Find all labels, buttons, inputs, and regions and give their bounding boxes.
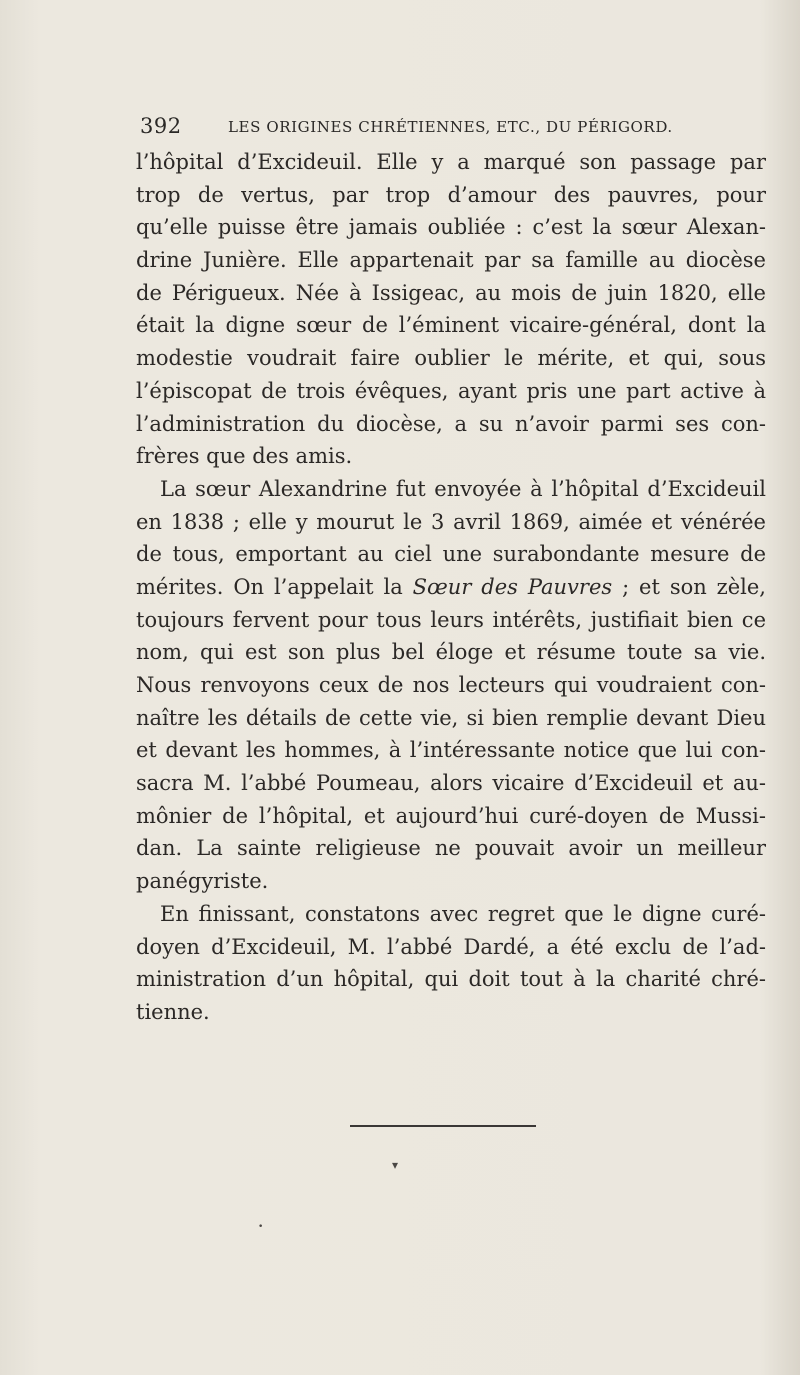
text-line: qu’elle puisse être jamais oubliée : c’est la sœur Alexan- bbox=[136, 215, 766, 240]
text-line: et devant les hommes, à l’intéressante notice que lui con- bbox=[136, 738, 766, 763]
page-number: 392 bbox=[140, 114, 182, 138]
text-line: doyen d’Excideuil, M. l’abbé Dardé, a été exclu de l’ad- bbox=[136, 934, 766, 959]
text-line: drine Junière. Elle appartenait par sa famille au diocèse bbox=[136, 248, 766, 273]
page-header bbox=[140, 114, 700, 142]
text-line: en 1838 ; elle y mourut le 3 avril 1869, aimée et vénérée bbox=[136, 509, 766, 534]
text-line: toujours fervent pour tous leurs intérêts, justifiait bien ce bbox=[136, 607, 766, 632]
text-line: trop de vertus, par trop d’amour des pauvres, pour bbox=[136, 182, 766, 207]
text-line: naître les détails de cette vie, si bien remplie devant Dieu bbox=[136, 705, 766, 730]
text-line: de Périgueux. Née à Issigeac, au mois de juin 1820, elle bbox=[136, 280, 766, 305]
text-line: de tous, emportant au ciel une surabondante mesure de bbox=[136, 542, 766, 567]
text-line: l’épiscopat de trois évêques, ayant pris une part active à bbox=[136, 378, 766, 403]
text-line: Nous renvoyons ceux de nos lecteurs qui voudraient con- bbox=[136, 673, 766, 697]
ink-speck: • bbox=[258, 1222, 264, 1232]
text-line: l’administration du diocèse, a su n’avoir parmi ses con- bbox=[136, 411, 766, 436]
text-line: nom, qui est son plus bel éloge et résume toute sa vie. bbox=[136, 640, 766, 665]
italic-title: Sœur des Pauvres bbox=[412, 574, 613, 599]
text-line: ministration d’un hôpital, qui doit tout à la charité chré- bbox=[136, 967, 766, 992]
text-line: était la digne sœur de l’éminent vicaire-général, dont la bbox=[136, 313, 766, 338]
text-line: En finissant, constatons avec regret que le digne curé- bbox=[160, 901, 766, 926]
text-line: sacra M. l’abbé Poumeau, alors vicaire d’Excideuil et au- bbox=[136, 771, 766, 796]
text-line: dan. La sainte religieuse ne pouvait avoir un meilleur bbox=[136, 836, 766, 861]
text-line: tienne. bbox=[136, 999, 210, 1024]
body-text bbox=[136, 146, 766, 1029]
ink-speck: ▾ bbox=[392, 1158, 399, 1172]
text-line: l’hôpital d’Excideuil. Elle y a marqué son passage par bbox=[136, 150, 766, 174]
text-segment: ; et son zèle, bbox=[612, 574, 766, 599]
text-line: mônier de l’hôpital, et aujourd’hui curé-doyen de Mussi- bbox=[136, 803, 766, 828]
text-segment: mérites. On l’appelait la bbox=[136, 574, 413, 599]
end-rule bbox=[350, 1125, 536, 1127]
text-line: modestie voudrait faire oublier le mérite, et qui, sous bbox=[136, 346, 766, 371]
text-line-with-italic bbox=[136, 571, 766, 604]
text-line: frères que des amis. bbox=[136, 444, 353, 469]
running-title: LES ORIGINES CHRÉTIENNES, ETC., DU PÉRIGORD. bbox=[228, 118, 673, 136]
text-line: panégyriste. bbox=[136, 869, 269, 894]
text-line: La sœur Alexandrine fut envoyée à l’hôpital d’Excideuil bbox=[160, 476, 766, 501]
